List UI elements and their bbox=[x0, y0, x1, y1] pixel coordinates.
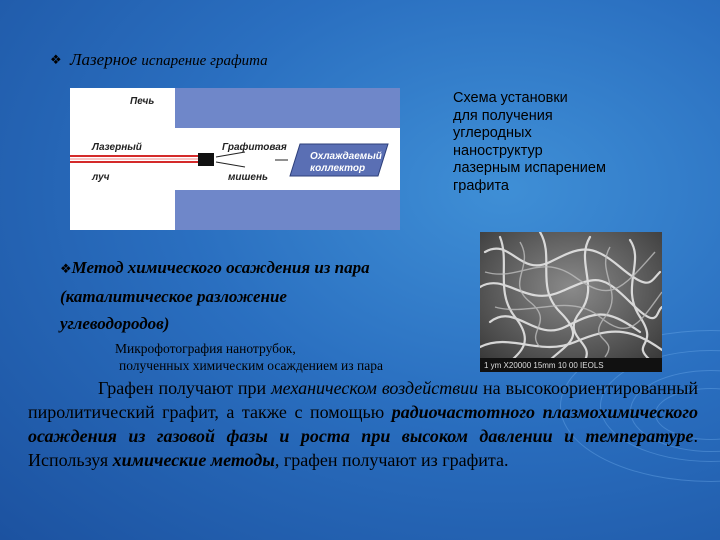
caption1-line: лазерным испарением bbox=[453, 160, 606, 176]
heading1-part2: испарение графита bbox=[141, 53, 268, 69]
paragraph-emphasis-bold: радиочастотного плазмохимического осаждения из газовой фазы и роста при высоком давлении и температуре bbox=[28, 402, 699, 446]
caption1-line: углеродных bbox=[453, 125, 532, 141]
caption2-line1: Микрофотография нанотрубок, bbox=[115, 341, 296, 356]
caption1-line: для получения bbox=[453, 107, 553, 124]
paragraph-text: на высокоориентированный пиролитический графит, а также с помощью bbox=[28, 378, 698, 422]
label-laser-1: Лазерный bbox=[92, 142, 142, 153]
label-target-1: Графитовая bbox=[222, 142, 287, 153]
diamond-bullet-icon: ❖ bbox=[50, 53, 62, 68]
caption1-line: графита bbox=[453, 177, 509, 194]
paragraph-emphasis: механическом воздействии bbox=[271, 378, 479, 398]
label-laser-2: луч bbox=[92, 172, 110, 183]
setup-caption bbox=[453, 90, 663, 195]
paragraph-text: . Используя bbox=[28, 426, 698, 470]
label-collector-2: коллектор bbox=[310, 163, 366, 174]
heading2-line1: Метод химического осаждения из пара bbox=[71, 258, 370, 277]
furnace-bottom-block bbox=[175, 190, 400, 230]
caption1-line: наноструктур bbox=[453, 142, 543, 159]
diagram-svg bbox=[70, 88, 400, 230]
paragraph-text: , графен получают из графита. bbox=[274, 450, 509, 470]
caption1-line: Схема установки bbox=[453, 90, 568, 106]
micrograph-scale-text: 1 ym X20000 15mm 10 00 IEOLS bbox=[484, 361, 604, 370]
graphene-paragraph bbox=[28, 376, 698, 472]
nanotube-micrograph bbox=[480, 232, 662, 372]
label-target-2: мишень bbox=[228, 172, 268, 183]
target-pointer-line bbox=[216, 162, 245, 167]
laser-setup-diagram bbox=[70, 88, 400, 230]
paragraph-emphasis-bold: химические методы bbox=[112, 450, 275, 470]
label-furnace: Печь bbox=[130, 96, 155, 107]
micrograph-caption bbox=[115, 340, 475, 374]
furnace-top-block bbox=[175, 88, 400, 128]
heading1-part1: Лазерное bbox=[70, 50, 138, 69]
heading2-line2: (каталитическое разложение bbox=[60, 287, 287, 306]
graphite-target bbox=[198, 153, 214, 166]
heading-cvd-method bbox=[60, 254, 480, 337]
paragraph-text: Графен получают при bbox=[98, 378, 272, 398]
micrograph-svg bbox=[480, 232, 662, 372]
label-collector-1: Охлаждаемый bbox=[310, 151, 382, 162]
heading2-line3: углеводородов) bbox=[60, 314, 170, 333]
heading-laser-evaporation bbox=[70, 50, 268, 70]
caption2-line2: полученных химическим осаждением из пара bbox=[119, 358, 383, 373]
diamond-bullet-icon: ❖ bbox=[60, 262, 72, 277]
